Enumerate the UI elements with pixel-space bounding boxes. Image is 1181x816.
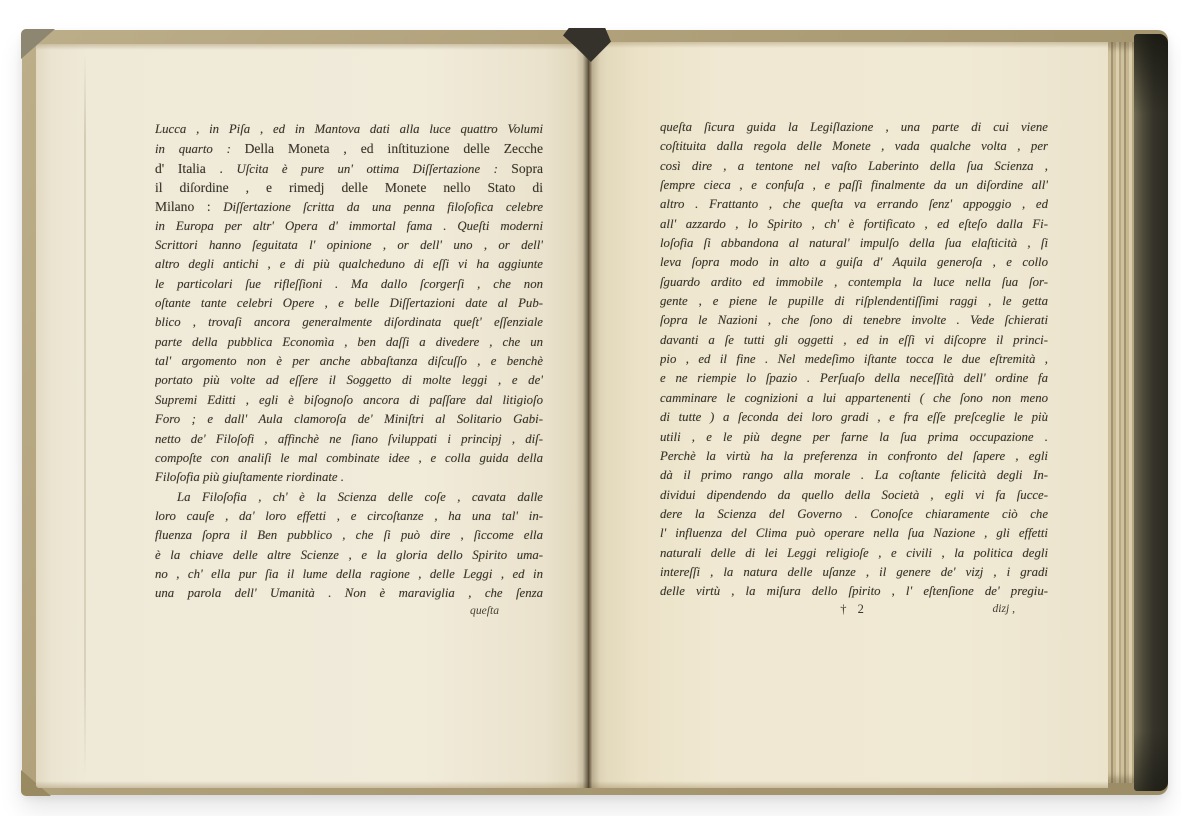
text-line — [660, 389, 1048, 408]
text-line — [660, 311, 1048, 330]
italic-text-segment: Uſcita è pure un' ottima Diſſertazione : — [236, 161, 512, 176]
text-line — [155, 139, 543, 158]
italic-text-segment: Foro ; e dall' Aula clamoroſa de' Miniſtri al Solitario Gabi- — [155, 412, 543, 427]
text-line — [660, 331, 1048, 350]
text-line — [155, 584, 543, 603]
italic-text-segment: naturali delle di lei Leggi religioſe , e civili , la politica degli — [660, 545, 1048, 560]
italic-text-segment: dere la Scienza del Governo . Conoſce chiaramente ciò che — [660, 506, 1048, 521]
text-line — [155, 120, 543, 139]
italic-text-segment: pio , ed il fine . Nel medeſimo iſtante tocca le due eſtremità , — [660, 352, 1048, 367]
text-line — [155, 217, 543, 236]
text-line — [155, 352, 543, 371]
italic-text-segment: all' azzardo , lo Spirito , ch' è fortificato , ed eſteſo dalla Fi- — [660, 216, 1048, 231]
text-line — [660, 486, 1048, 505]
text-line — [155, 468, 543, 487]
text-line — [155, 449, 543, 468]
text-line — [660, 234, 1048, 253]
italic-text-segment: così dire , a tentone nel vaſto Laberinto della ſua Scienza , — [660, 158, 1048, 173]
italic-text-segment: tal' argomento non è per anche abbaſtanza diſcuſſo , e benchè — [155, 354, 543, 369]
text-line — [155, 507, 543, 526]
italic-text-segment: altro degli antichi , e di più qualcheduno di eſſi vi ha aggiunte — [155, 257, 543, 272]
right-page-text — [660, 118, 1048, 602]
text-line — [660, 157, 1048, 176]
text-line — [660, 350, 1048, 369]
italic-text-segment: ſguardo ardito ed immobile , contempla la luce nella ſua ſor- — [660, 274, 1048, 289]
text-line — [155, 294, 543, 313]
text-line — [660, 176, 1048, 195]
left-page-catchword: queſta — [470, 604, 499, 617]
text-line — [155, 275, 543, 294]
text-line — [660, 447, 1048, 466]
text-line — [155, 410, 543, 429]
text-line — [155, 236, 543, 255]
text-line — [155, 197, 543, 216]
text-line — [660, 544, 1048, 563]
italic-text-segment: di tutte ) a ſeconda dei loro gradi , e fra eſſe preſceglie le più — [660, 410, 1048, 425]
open-book — [22, 30, 1168, 795]
right-page-catchword: dizj , — [992, 602, 1015, 615]
text-line — [660, 253, 1048, 272]
roman-text-segment: Sopra — [511, 160, 543, 176]
italic-text-segment: dividui dipendendo da quello della Società , egli vi fa ſucce- — [660, 487, 1048, 502]
text-line — [155, 255, 543, 274]
italic-text-segment: le particolari ſue rifleſſioni . Ma dallo ſcorgerſi , che non — [155, 276, 543, 291]
text-line — [660, 137, 1048, 156]
text-line — [155, 178, 543, 197]
text-line — [155, 546, 543, 565]
roman-text-segment: Milano : — [155, 199, 224, 215]
italic-text-segment: no , ch' ella pur ſia il lume della ragione , delle Leggi , ed in — [155, 566, 543, 581]
italic-text-segment: è la chiave delle altre Scienze , e la gloria dello Spirito uma- — [155, 547, 543, 562]
roman-text-segment: il diſordine , e rimedj delle Monete nello Stato di — [155, 180, 543, 196]
gutter-shadow — [576, 38, 600, 788]
right-page-footer-line — [660, 602, 1048, 622]
italic-text-segment: in quarto : — [155, 142, 245, 157]
text-line — [660, 273, 1048, 292]
italic-text-segment: utili , e le più degne per farne la ſua prima occupazione . — [660, 429, 1048, 444]
left-page-text — [155, 120, 543, 604]
italic-text-segment: Supremi Editti , egli è biſognoſo ancora di paſſare dal litigioſo — [155, 392, 543, 407]
italic-text-segment: una parola dell' Umanità . Non è maraviglia , che ſenza — [155, 586, 543, 601]
text-line — [660, 582, 1048, 601]
italic-text-segment: intereſſi , la natura delle uſanze , il genere de' vizj , i gradi — [660, 564, 1048, 579]
signature-mark: † 2 — [840, 602, 868, 616]
italic-text-segment: Scrittori hanno ſeguitata l' opinione , or dell' uno , or dell' — [155, 238, 543, 253]
italic-text-segment: Diſſertazione ſcritta da una penna filoſofica celebre — [223, 200, 543, 215]
italic-text-segment: l' influenza del Clima può operare nella ſua Nazione , gli effetti — [660, 526, 1048, 541]
text-line — [155, 313, 543, 332]
italic-text-segment: blico , trovaſi ancora generalmente diſordinata queſt' eſſenziale — [155, 315, 543, 330]
text-line — [155, 371, 543, 390]
italic-text-segment: e ne riempie lo ſpazio . Perſuaſo della neceſſità dell' ordine fa — [660, 371, 1048, 386]
text-line — [155, 488, 543, 507]
italic-text-segment: ſopra le Nazioni , che ſono di tenebre involte . Vede ſchierati — [660, 313, 1048, 328]
italic-text-segment: queſta ſicura guida la Legiſlazione , una parte di cui viene — [660, 120, 1048, 134]
text-line — [155, 526, 543, 545]
italic-text-segment: Perchè la virtù ha la preferenza in confronto del ſapere , egli — [660, 448, 1048, 463]
text-line — [660, 195, 1048, 214]
italic-text-segment: netto de' Filoſofi , affinchè ne ſiano ſviluppati i principj , diſ- — [155, 431, 543, 446]
leaf-edge-line — [84, 52, 86, 778]
italic-text-segment: leva ſopra modo in alto a guiſa d' Aquila generoſa , e collo — [660, 255, 1048, 270]
roman-text-segment: Della Moneta , ed inſtituzione delle Zecche — [244, 141, 543, 157]
italic-text-segment: dà il primo rango alla morale . La coſtante felicità degli In- — [660, 468, 1048, 483]
italic-text-segment: fluenza ſopra il Ben pubblico , che ſi può dire , ſiccome ella — [155, 528, 543, 543]
italic-text-segment: altro . Frattanto , che queſta va errando ſenz' appoggio , ed — [660, 197, 1048, 212]
italic-text-segment: ſempre cieca , e confuſa , e paſſi finalmente da un diſordine all' — [660, 178, 1048, 193]
text-line — [660, 292, 1048, 311]
italic-text-segment: delle virtù , la miſura dello ſpirito , l' eſtenſione de' pregiu- — [660, 584, 1048, 599]
italic-text-segment: coſtituita dalla regola delle Monete , vada qualche volta , per — [660, 139, 1048, 154]
text-line — [155, 430, 543, 449]
text-line — [660, 466, 1048, 485]
text-line — [660, 215, 1048, 234]
text-line — [660, 524, 1048, 543]
text-line — [155, 333, 543, 352]
italic-text-segment: Filoſofia più giuſtamente riordinate . — [155, 470, 344, 485]
text-line — [660, 428, 1048, 447]
italic-text-segment: in Europa per altr' Opera d' immortal fama . Queſti moderni — [155, 218, 543, 233]
text-line — [660, 118, 1048, 137]
italic-text-segment: oſtante tante celebri Opere , e belle Diſſertazioni date al Pub- — [155, 296, 543, 311]
italic-text-segment: davanti a ſe tutti gli oggetti , ed in eſſi vi diſcopre il princi- — [660, 332, 1048, 347]
italic-text-segment: camminare le cognizioni a lui appartenenti ( che ſono non meno — [660, 390, 1048, 405]
italic-text-segment: loſofia ſi abbandona al natural' impulſo della ſua elaſticità , ſi — [660, 236, 1048, 251]
roman-text-segment: d' Italia . — [155, 160, 237, 176]
italic-text-segment: gente , e piene le pupille di riſplendentiſſimi raggi , le getta — [660, 294, 1048, 309]
text-line — [660, 408, 1048, 427]
italic-text-segment: La Filoſofia , ch' è la Scienza delle coſe , cavata dalle — [177, 489, 543, 504]
right-cover-board — [1134, 34, 1168, 791]
italic-text-segment: loro cauſe , da' loro effetti , e circoſtanze , ha una tal' in- — [155, 508, 543, 523]
text-line — [660, 563, 1048, 582]
italic-text-segment: compoſte con analiſi le mal combinate idee , e colla guida della — [155, 450, 543, 465]
text-line — [155, 159, 543, 178]
text-line — [660, 505, 1048, 524]
italic-text-segment: Lucca , in Piſa , ed in Mantova dati alla luce quattro Volumi — [155, 122, 543, 136]
italic-text-segment: parte della pubblica Economìa , ben daſſi a divedere , che un — [155, 334, 543, 349]
text-line — [660, 369, 1048, 388]
text-line — [155, 391, 543, 410]
italic-text-segment: portato più volte ad eſſere il Soggetto di molte leggi , e de' — [155, 373, 543, 388]
text-line — [155, 565, 543, 584]
